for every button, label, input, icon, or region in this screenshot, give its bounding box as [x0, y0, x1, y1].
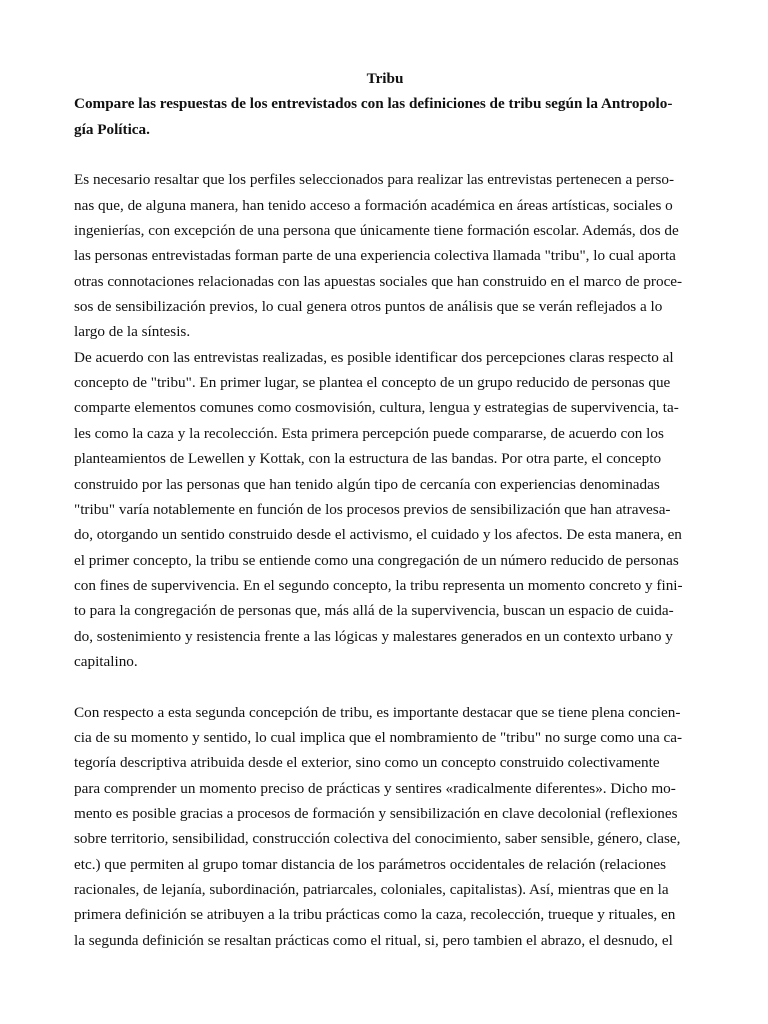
- paragraph-line: planteamientos de Lewellen y Kottak, con la estructura de las bandas. Por otra parte, el concepto: [74, 450, 662, 468]
- paragraph-line: Con respecto a esta segunda concepción de tribu, es importante destacar que se tiene plena concien-: [74, 703, 681, 721]
- paragraph-line: "tribu" varía notablemente en función de los procesos previos de sensibilización que han atravesa-: [74, 500, 671, 518]
- paragraph-line: las personas entrevistadas forman parte de una experiencia colectiva llamada "tribu", lo cual aporta: [74, 247, 676, 265]
- paragraph-line: ingenierías, con excepción de una persona que únicamente tiene formación escolar. Además, dos de: [74, 222, 679, 240]
- paragraph-3: [74, 700, 696, 953]
- paragraph-line: do, otorgando un sentido construido desde el activismo, el cuidado y los afectos. De esta manera, en: [74, 526, 682, 544]
- paragraph-line: De acuerdo con las entrevistas realizadas, es posible identificar dos percepciones claras respecto al: [74, 348, 674, 366]
- paragraph-1: [74, 167, 696, 344]
- paragraph-line: etc.) que permiten al grupo tomar distancia de los parámetros occidentales de relación (relaciones: [74, 855, 667, 873]
- paragraph-line: capitalino.: [74, 652, 138, 670]
- paragraph-line: sos de sensibilización previos, lo cual genera otros puntos de análisis que se verán reflejados a lo: [74, 298, 663, 316]
- paragraph-line: con fines de supervivencia. En el segundo concepto, la tribu representa un momento concreto y fini-: [74, 576, 683, 594]
- paragraph-line: concepto de "tribu". En primer lugar, se plantea el concepto de un grupo reducido de personas que: [74, 374, 671, 392]
- paragraph-line: cia de su momento y sentido, lo cual implica que el nombramiento de "tribu" no surge como una ca-: [74, 728, 683, 746]
- paragraph-line: les como la caza y la recolección. Esta primera percepción puede compararse, de acuerdo con los: [74, 424, 664, 442]
- paragraph-spacer: [74, 142, 696, 167]
- paragraph-line: para comprender un momento preciso de prácticas y sentires «radicalmente diferentes». Dicho mo-: [74, 779, 676, 797]
- paragraph-line: comparte elementos comunes como cosmovisión, cultura, lengua y estrategias de supervivencia, ta-: [74, 399, 679, 417]
- paragraph-line: racionales, de lejanía, subordinación, patriarcales, coloniales, capitalistas). Así, mientras que en la: [74, 881, 669, 898]
- paragraph-line: la segunda definición se resaltan prácticas como el ritual, si, pero tambien el abrazo, el desnudo, el: [74, 931, 673, 949]
- paragraph-line: to para la congregación de personas que, más allá de la supervivencia, buscan un espacio de cuida-: [74, 602, 674, 620]
- paragraph-line: el primer concepto, la tribu se entiende como una congregación de un número reducido de personas: [74, 551, 679, 569]
- paragraph-line: largo de la síntesis.: [74, 323, 191, 341]
- paragraph-line: do, sostenimiento y resistencia frente a las lógicas y malestares generados en un contexto urbano y: [74, 627, 673, 645]
- question-line: gía Política.: [74, 120, 150, 138]
- document-title: Tribu: [366, 70, 404, 87]
- paragraph-line: mento es posible gracias a procesos de formación y sensibilización en clave decolonial (reflexiones: [74, 804, 678, 822]
- paragraph-line: tegoría descriptiva atribuida desde el exterior, sino como un concepto construido colectivamente: [74, 754, 660, 772]
- paragraph-line: otras connotaciones relacionadas con las apuestas sociales que han construido en el marco de proce-: [74, 272, 683, 290]
- paragraph-2: [74, 345, 696, 674]
- document-body: [74, 66, 696, 953]
- paragraph-line: nas que, de alguna manera, han tenido acceso a formación académica en áreas artísticas, sociales o: [74, 196, 673, 214]
- paragraph-spacer: [74, 674, 696, 699]
- paragraph-line: Es necesario resaltar que los perfiles seleccionados para realizar las entrevistas pertenecen a perso-: [74, 171, 675, 189]
- paragraph-line: primera definición se atribuyen a la tribu prácticas como la caza, recolección, trueque y rituales, en: [74, 906, 676, 924]
- question-line: Compare las respuestas de los entrevistados con las definiciones de tribu según la Antropolo-: [74, 95, 673, 113]
- paragraph-line: construido por las personas que han tenido algún tipo de cercanía con experiencias denominadas: [74, 475, 660, 493]
- paragraph-line: sobre territorio, sensibilidad, construcción colectiva del conocimiento, saber sensible, género, clase,: [74, 830, 681, 848]
